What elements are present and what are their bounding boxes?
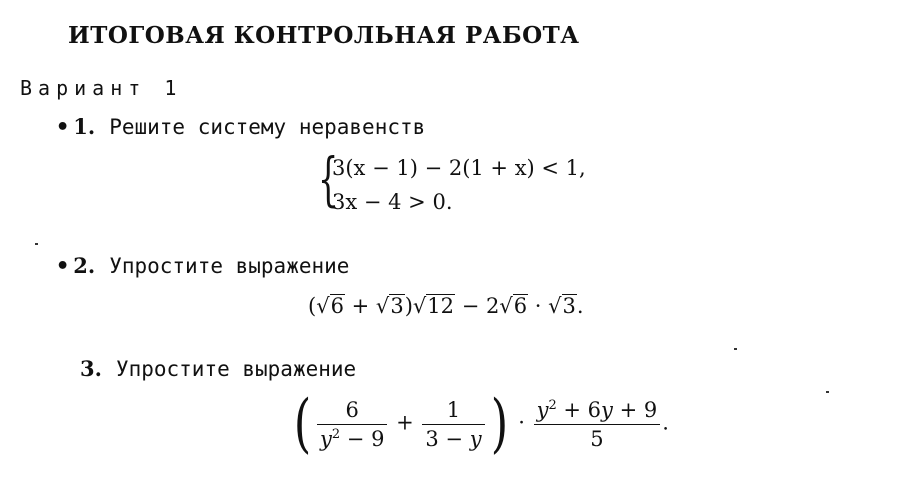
system-line-1: 3(x − 1) − 2(1 + x) < 1, [332, 156, 586, 180]
task-1-number: 1. [73, 114, 96, 139]
scan-speck [734, 348, 737, 350]
task-3-text: Упростите выражение [115, 357, 357, 381]
task-1-heading [56, 114, 425, 140]
sqrt-6-a: √6 [316, 294, 344, 318]
task-2-bullet: • [56, 254, 70, 279]
task-1-bullet: • [56, 115, 70, 140]
fraction-1-over-3-y: $\frac{1}{3 - y}$ [422, 398, 484, 451]
right-paren-icon: ) [490, 387, 508, 461]
task-1-text: Решите систему неравенств [109, 115, 426, 139]
sqrt-6-b: √6 [499, 294, 528, 318]
task-3-expression: ( $\frac{6}{y^2 - 9}$ + $\frac{1}{3 - y}$ ) · $\frac{y^2 + 6y + 9}{5}$ . [293, 387, 669, 461]
page-title: ИТОГОВАЯ КОНТРОЛЬНАЯ РАБОТА [68, 22, 580, 49]
task-3-heading [76, 356, 356, 382]
sqrt-12: √12 [412, 294, 455, 318]
sqrt-3-b: √3 [548, 294, 576, 318]
system-line-2: 3x − 4 > 0. [332, 190, 453, 214]
task-2-heading [56, 253, 349, 279]
scan-speck [826, 391, 829, 393]
task-2-number: 2. [73, 253, 96, 278]
fraction-y2-6y-9-over-5: $\frac{y^2 + 6y + 9}{5}$ [534, 398, 661, 451]
fraction-6-over-y2-9: $\frac{6}{y^2 - 9}$ [317, 398, 387, 451]
system-brace-icon: { [318, 145, 339, 213]
left-paren-icon: ( [293, 387, 312, 461]
task-2-text: Упростите выражение [109, 254, 350, 278]
sqrt-3-a: √3 [375, 294, 404, 318]
scan-speck [35, 243, 38, 245]
task-2-expression: (√6 + √3)√12 − 2√6 · √3. [308, 294, 584, 318]
task-3-number: 3. [80, 356, 102, 381]
variant-label: Вариант 1 [20, 76, 183, 100]
